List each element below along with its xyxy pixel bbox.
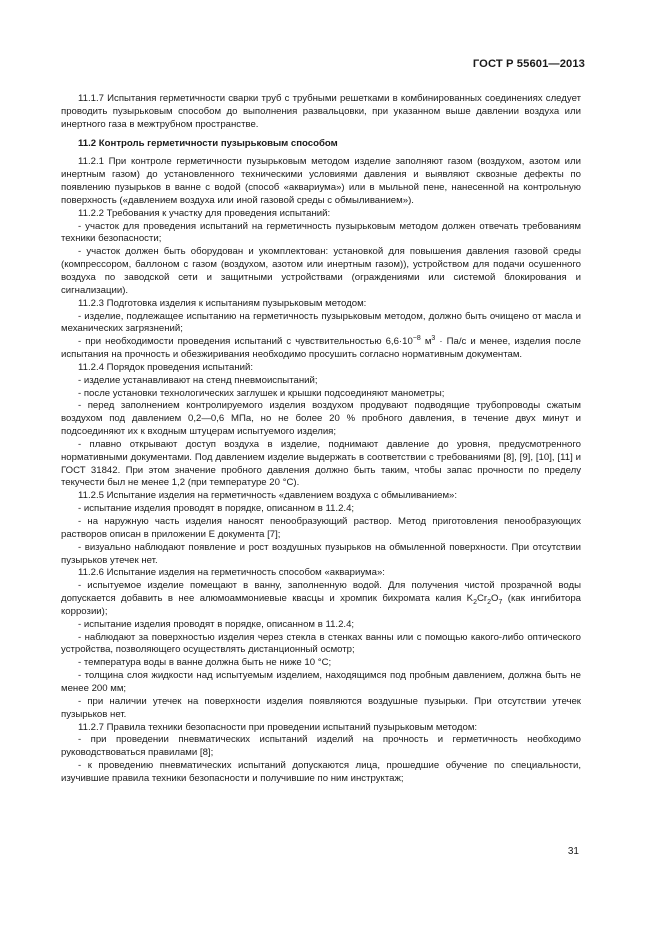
list-item-formula [61, 580, 581, 619]
paragraph: 11.2.5 Испытание изделия на герметичность «давлением воздуха с обмыливанием»: [78, 490, 458, 502]
subscript: 2 [473, 598, 477, 606]
text-run: м [420, 336, 432, 348]
text-run: Cr [476, 593, 488, 605]
list-item: - толщина слоя жидкости над испытуемым изделием, находящимся под пробным давлением, должна быть не менее 200 мм; [61, 670, 581, 694]
list-item: - визуально наблюдают появление и рост воздушных пузырьков на обмыленной поверхности. При отсутствии пузырьков утечек нет. [61, 541, 581, 566]
paragraph: 11.2.4 Порядок проведения испытаний: [78, 361, 254, 373]
exponent: −8 [412, 335, 421, 342]
list-item: - к проведению пневматических испытаний допускаются лица, прошедшие обучение по специальности, изучившие правила техники безопасности и получившие по ним инструктаж; [61, 760, 581, 784]
subscript: 7 [498, 598, 503, 606]
text-run: O [491, 593, 499, 605]
list-item: - температура воды в ванне должна быть не ниже 10 °С; [78, 657, 332, 669]
list-item: - при наличии утечек на поверхности изделия появляются воздушные пузырьки. При отсутствии утечек пузырьков нет. [61, 695, 581, 720]
text-run: (как ингибитора коррозии); [61, 593, 581, 617]
list-item: - плавно открывают доступ воздуха в изделие, поднимают давление до уровня, предусмотренного нормативными документами. Под давлением изделие выдержать в соответствии с требованиями [8], [9], [10], [11] и ГОСТ 31842. При этом значение пробного давления должно быть таким, чтобы запас прочности по пределу текучести был не менее 1,2 (при температуре 20 °С). [61, 438, 581, 489]
page-number: 31 [567, 846, 579, 857]
text-run: - испытуемое изделие помещают в ванну, заполненную водой. Для получения чистой прозрачной воды допускается добавить в нее алюмоаммониевые квасцы и хромпик бихромата калия K [61, 580, 581, 605]
list-item: - участок должен быть оборудован и укомплектован: установкой для повышения давления газовой среды (компрессором, баллоном с газом (воздухом, азотом или инертным газом)), устройством для подачи осушенного воздуха по заводской сети и защитными устройствами (ограждениями или системой блокирования и сигнализации). [61, 246, 581, 296]
list-item: - испытание изделия проводят в порядке, описанном в 11.2.4; [78, 618, 355, 630]
exponent: 3 [431, 335, 436, 342]
text-run: - при необходимости проведения испытаний с чувствительностью 6,6·10 [78, 336, 413, 348]
list-item: - перед заполнением контролируемого изделия воздухом продувают подводящие трубопроводы сжатым воздухом под давлением 0,2—0,6 МПа, но не более 20 % пробного давления, в течение двух минут и подсоединяют их к входным штуцерам испытуемого изделия; [61, 400, 581, 438]
paragraph: 11.2.3 Подготовка изделия к испытаниям пузырьковым методом: [78, 297, 367, 309]
document-body [61, 93, 581, 786]
list-item: - изделие устанавливают на стенд пневмоиспытаний; [78, 374, 318, 386]
list-item: - участок для проведения испытаний на герметичность пузырьковым методом должен отвечать требованиям техники безопасности; [61, 220, 581, 245]
paragraph: 11.2.2 Требования к участку для проведения испытаний: [78, 207, 331, 219]
paragraph: 11.2.1 При контроле герметичности пузырьковым методом изделие заполняют газом (воздухом, азотом или инертным газом) до установленного техническими условиями давления и выявляют сквозные дефекты по появлению пузырьков в ванне с водой (способ «аквариума») или в мыльной пене, нанесенной на контрольную поверхность («давлением воздуха или иной газовой среды с обмыливанием»). [61, 156, 581, 206]
list-item: - изделие, подлежащее испытанию на герметичность пузырьковым методом, должно быть очищено от масла и механических загрязнений; [61, 310, 581, 335]
list-item: - после установки технологических заглушек и крышки подсоединяют манометры; [78, 387, 445, 399]
paragraph: 11.2.6 Испытание изделия на герметичность способом «аквариума»: [78, 567, 385, 579]
paragraph: 11.2.7 Правила техники безопасности при проведении испытаний пузырьковым методом: [78, 721, 478, 733]
list-item: - наблюдают за поверхностью изделия через стекла в стенках ванны или с помощью какого-либо оптического устройства, позволяющего осуществлять дистанционный осмотр; [61, 631, 581, 656]
subscript: 2 [487, 598, 492, 606]
section-heading: 11.2 Контроль герметичности пузырьковым способом [78, 137, 338, 149]
paragraph: 11.1.7 Испытания герметичности сварки труб с трубными решетками в комбинированных соединениях следует проводить пузырьковым способом до выполнения развальцовки, при указанном выше давлении воздуха или инертного газа в межтрубном пространстве. [61, 93, 581, 130]
list-item: - испытание изделия проводят в порядке, описанном в 11.2.4; [78, 503, 355, 515]
text-run: · Па/с и менее, изделия после испытания на прочность и обезжиривания необходимо просушить согласно нормативным документам. [61, 336, 581, 361]
standard-header: ГОСТ Р 55601—2013 [472, 58, 585, 70]
list-item: - при проведении пневматических испытаний изделий на прочность и герметичность необходимо руководствоваться правилами [8]; [61, 734, 581, 759]
list-item: - на наружную часть изделия наносят пенообразующий раствор. Метод приготовления пенообразующих растворов описан в приложении Е документа [7]; [61, 516, 581, 540]
list-item-sensitivity [61, 336, 581, 362]
